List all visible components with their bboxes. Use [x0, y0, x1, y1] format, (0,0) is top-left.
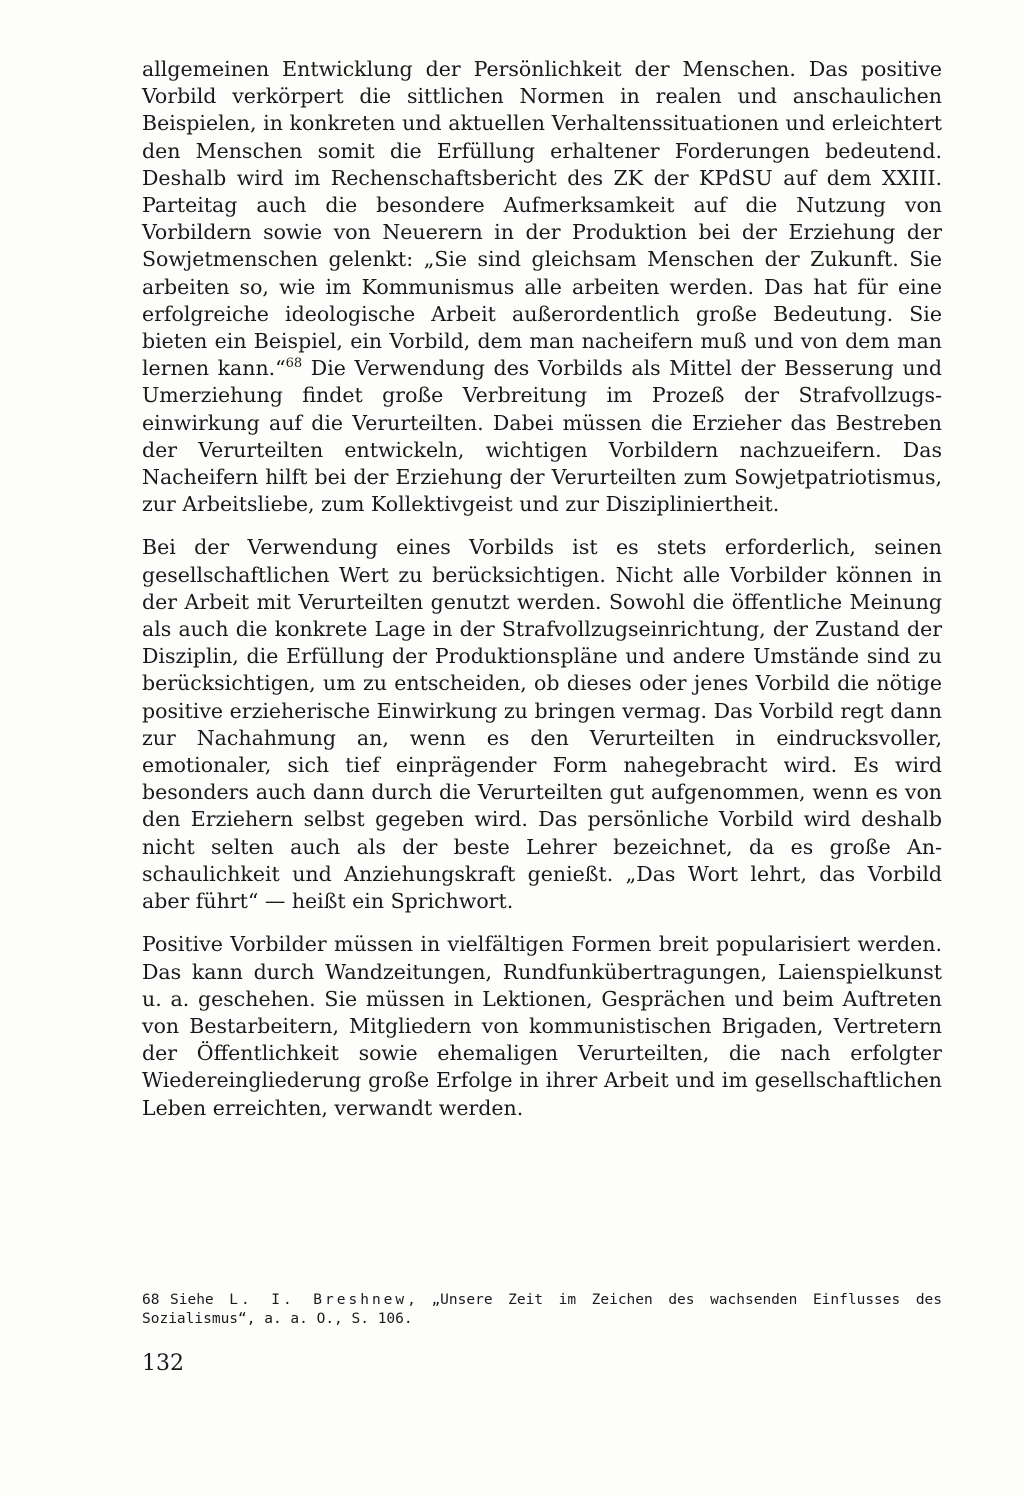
- footnote-author: L. I. Breshnew: [229, 1292, 408, 1308]
- footnote: [142, 1291, 942, 1329]
- paragraph-1: [142, 56, 942, 518]
- footnote-prefix: Siehe: [170, 1292, 214, 1308]
- paragraph-2: Bei der Verwendung eines Vorbilds ist es stets erforderlich, seinen gesellschaftlichen Wert zu berücksichtigen. Nicht alle Vorbilder können in der Arbeit mit Verurteilten genutzt werden. Sowohl die öffentliche Meinung als auch die konkrete Lage in der Strafvollzugseinrichtung, der Zustand der Disziplin, die Erfüllung der Produktionspläne und andere Umstände sind zu berücksichtigen, um zu entscheiden, ob dieses oder jenes Vorbild die nötige positive erzieherische Einwirkung zu bringen vermag. Das Vorbild regt dann zur Nachahmung an, wenn es den Verurteilten in eindrucksvoller, emotionaler, sich tief einprägender Form nahegebracht wird. Es wird besonders auch dann durch die Verurteilten gut aufgenommen, wenn es von den Erziehern selbst gegeben wird. Das persönliche Vorbild wird deshalb nicht selten auch als der beste Lehrer bezeichnet, da es große Anschaulichkeit und Anziehungskraft genießt. „Das Wort lehrt, das Vorbild aber führt“ — heißt ein Sprichwort.: [142, 535, 942, 914]
- footnote-reference: 68: [285, 356, 303, 372]
- footnote-text: , „Unsere Zeit im Zeichen des wachsenden Einflusses des Sozialismus“, a. a. O., S. 106.: [142, 1292, 943, 1327]
- paragraph-3: Positive Vorbilder müssen in vielfältigen Formen breit popularisiert werden. Das kann durch Wandzeitungen, Rundfunkübertragungen, Laienspielkunst u. a. geschehen. Sie müssen in Lektionen, Gesprächen und beim Auftreten von Bestarbeitern, Mitgliedern von kommunistischen Brigaden, Vertretern der Öffentlichkeit sowie ehemaligen Verurteilten, die nach erfolgter Wiedereingliederung große Erfolge in ihrer Arbeit und im gesellschaftlichen Leben erreichten, verwandt werden.: [142, 932, 942, 1120]
- footnote-number: 68: [142, 1292, 160, 1308]
- page-number: 132: [142, 1351, 184, 1376]
- paragraph-1-text: allgemeinen Entwicklung der Persönlichkeit der Menschen. Das positive Vorbild verkörpert die sittlichen Normen in realen und anschaulichen Beispielen, in konkreten und aktuellen Verhaltenssituationen und erleichtert den Menschen somit die Erfüllung erhaltener Forderungen bedeutend. Deshalb wird im Rechenschaftsbericht des ZK der KPdSU auf dem XXIII. Parteitag auch die besondere Aufmerksamkeit auf die Nutzung von Vorbildern sowie von Neuerern in der Produktion bei der Erziehung der Sowjetmenschen gelenkt: „Sie sind gleichsam Menschen der Zukunft. Sie arbeiten so, wie im Kommunismus alle arbeiten werden. Das hat für eine erfolgreiche ideologische Arbeit außerordentlich große Bedeutung. Sie bieten ein Beispiel, ein Vorbild, dem man nacheifern muß und von dem man lernen kann.“: [142, 57, 942, 381]
- body-text: [142, 56, 942, 1122]
- paragraph-1-continuation: Die Verwendung des Vorbilds als Mittel der Besserung und Umerziehung findet große Verbreitung im Prozeß der Strafvollzugseinwirkung auf die Verurteilten. Dabei müssen die Erzieher das Bestreben der Verurteilten entwickeln, wichtigen Vorbildern nachzueifern. Das Nacheifern hilft bei der Erziehung der Verurteilten zum Sowjetpatriotismus, zur Arbeitsliebe, zum Kollektivgeist und zur Diszipliniertheit.: [142, 356, 942, 517]
